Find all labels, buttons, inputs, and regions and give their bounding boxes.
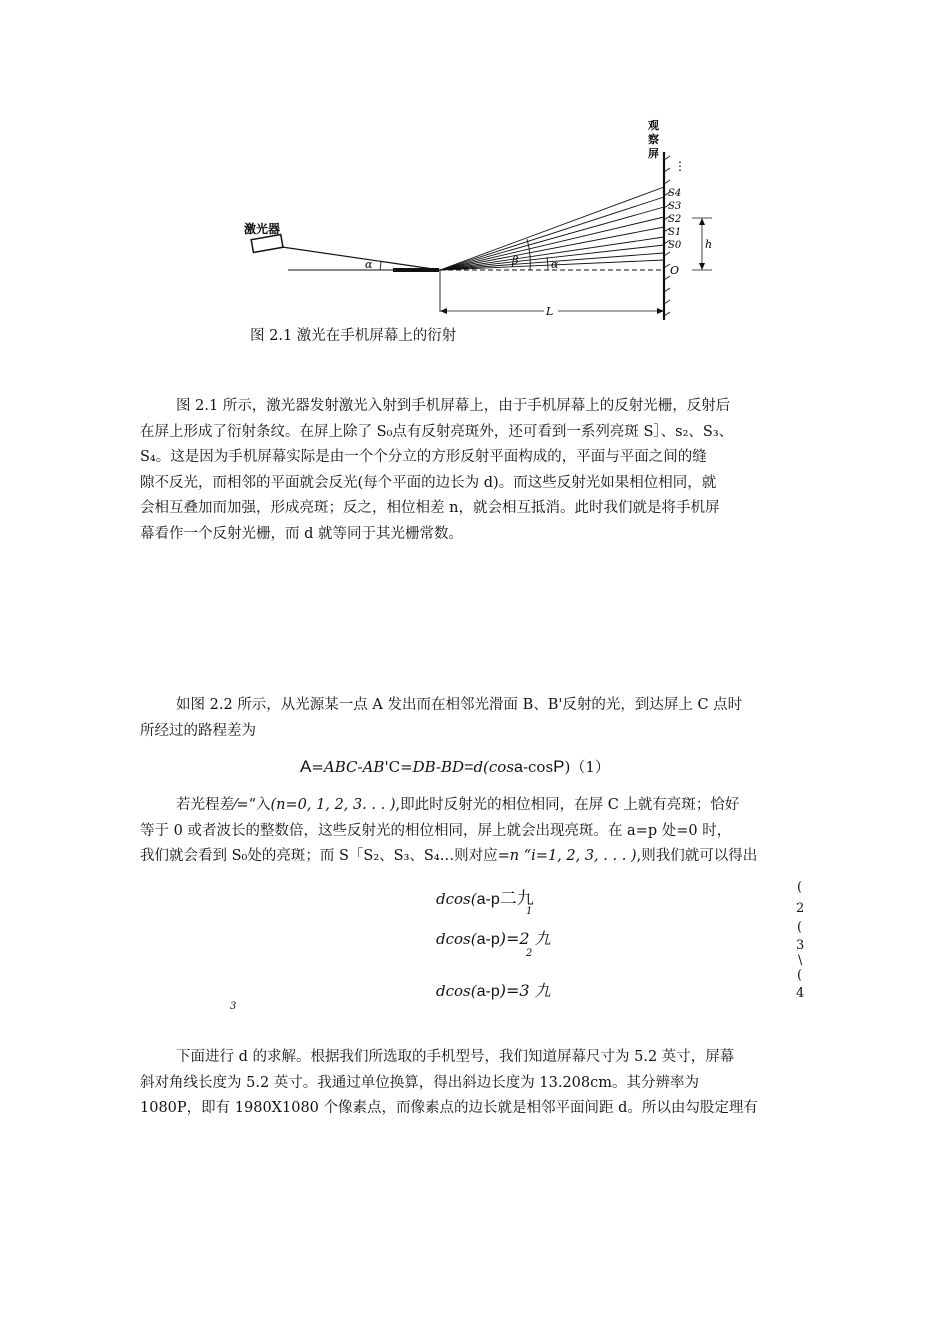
equation-4: [436, 978, 551, 1001]
eq4-rhs: )=3 九: [499, 981, 551, 1000]
formula1-c: ABC-AB': [323, 758, 389, 776]
para1-line-5: 会相互叠加而加强，形成亮斑；反之，相位相差 n，就会相互抵消。此时我们就是将手机屏: [140, 500, 720, 516]
diffraction-figure: [230, 112, 713, 324]
equation-3: [436, 926, 551, 949]
para3-line1-c: ,即此时反射光的相位相同，在屏 C 上就有亮斑；恰好: [395, 797, 740, 813]
para3-line1-a: 若光程差⁄=“入: [176, 797, 271, 813]
para4-line-1: 下面进行 d 的求解。根据我们所选取的手机型号，我们知道屏幕尺寸为 5.2 英寸，屏幕: [176, 1049, 735, 1065]
eq4-lhs: dcos(: [436, 982, 477, 1000]
eq4-mid: a-p: [476, 983, 500, 1000]
l-arrow-left: [440, 308, 447, 314]
screen-label-2: 察: [648, 133, 659, 146]
formula1-b: =: [311, 758, 324, 776]
eq-number-7: 4: [796, 986, 805, 1001]
para1-line-1: 图 2.1 所示，激光器发射激光入射到手机屏幕上，由于手机屏幕上的反射光栅，反射后: [176, 398, 731, 414]
para3-line3-a: 我们就会看到 S₀处的亮斑；而 S「S₂、S₃、S₄…则对应: [140, 848, 498, 864]
formula1-g: d(cos: [473, 758, 515, 776]
eq-number-1: (: [797, 880, 803, 895]
formula1-d: C=: [388, 758, 413, 776]
eq2-index: 1: [526, 906, 533, 917]
incident-beam: [282, 247, 440, 270]
laser-body: [251, 234, 283, 252]
para4-line-3: 1080P，即有 1980X1080 个像素点，而像素点的边长就是相邻平面间距 d。所以由勾股定理有: [140, 1100, 758, 1116]
eq-number-6: (: [797, 968, 803, 983]
h-arrow-bottom: [699, 263, 705, 270]
para1-line-4: 隙不反光，而相邻的平面就会反光(每个平面的边长为 d)。而这些反射光如果相位相同，就: [140, 474, 717, 491]
paragraph-1: [140, 394, 816, 547]
label-h: h: [705, 238, 713, 251]
screen-label-1: 观: [648, 119, 659, 132]
equation-2: [436, 884, 534, 909]
para1-line-3: S₄。这是因为手机屏幕实际是由一个个分立的方形反射平面构成的，平面与平面之间的缝: [140, 449, 707, 465]
para3-line3-d: ,则我们就可以得出: [636, 848, 758, 864]
label-alpha-reflect: α: [551, 258, 559, 271]
h-arrow-top: [699, 218, 705, 225]
eq2-rhs: 二九: [499, 889, 534, 909]
eq-number-5: \: [798, 953, 803, 968]
formula-path-difference: [300, 756, 610, 777]
formula1-k: )（1）: [564, 758, 610, 776]
label-beta: β: [512, 254, 519, 267]
formula1-h: a: [514, 759, 523, 776]
para1-line-6: 幕看作一个反射光栅，而 d 就等同于其光栅常数。: [140, 525, 463, 542]
screen-label-3: 屏: [648, 147, 659, 160]
eq-number-3: (: [797, 920, 803, 935]
label-s1: S1: [668, 227, 682, 238]
continuation-dots: ⋮: [674, 159, 686, 173]
eq-number-2: 2: [796, 901, 805, 916]
alpha-arc-incident: [380, 261, 381, 270]
eq3-mid: a-p: [476, 931, 500, 948]
eq4-index: 3: [230, 1001, 237, 1012]
eq-number-4: 3: [796, 938, 805, 953]
eq3-rhs: )=2 九: [499, 929, 551, 948]
para4-line-2: 斜对角线长度为 5.2 英寸。我通过单位换算，得出斜边长度为 13.208cm。其分辨率为: [140, 1074, 699, 1091]
label-l: L: [546, 305, 554, 318]
para3-line-1: [140, 793, 816, 819]
para3-line3-b: =n “: [497, 848, 532, 864]
phone-screen: [393, 268, 439, 272]
eq3-index: 2: [526, 948, 533, 959]
eq2-lhs: dcos(: [436, 890, 477, 908]
para3-line-3: [140, 844, 816, 870]
label-s2: S2: [668, 214, 682, 225]
formula1-i: -cos: [522, 758, 554, 776]
label-o: O: [670, 264, 680, 277]
formula1-j: P: [553, 757, 565, 776]
label-alpha-incident: α: [365, 258, 373, 271]
para3-line-2: 等于 0 或者波长的整数倍，这些反射光的相位相同，屏上就会出现亮斑。在 a=p 处=0 时，: [140, 822, 732, 839]
label-s4: S4: [668, 188, 682, 199]
label-s3: S3: [668, 201, 682, 212]
formula1-a: A: [300, 757, 312, 776]
beta-arc: [527, 239, 530, 270]
laser-label: 激光器: [244, 222, 281, 236]
label-s0: S0: [668, 240, 682, 251]
eq3-lhs: dcos(: [436, 930, 477, 948]
alpha-arc-reflect: [547, 257, 548, 270]
para1-line-2: 在屏上形成了衍射条纹。在屏上除了 S₀点有反射亮斑外，还可看到一系列亮斑 S］、s₂、S₃、: [140, 423, 734, 440]
eq2-mid: a-p: [476, 891, 500, 908]
para3-line3-c: i=1, 2, 3, . . . ): [531, 848, 637, 864]
para2-line-1: 如图 2.2 所示，从光源某一点 A 发出而在相邻光滑面 B、B'反射的光，到达屏上 C 点时: [176, 697, 743, 713]
paragraph-3: [140, 793, 816, 870]
paragraph-4: [140, 1045, 816, 1122]
para3-line1-b: (n=0, 1, 2, 3. . . ): [270, 797, 396, 813]
formula1-f: =: [464, 759, 474, 776]
figure-caption: 图 2.1 激光在手机屏幕上的衍射: [250, 328, 457, 344]
paragraph-2: [140, 693, 816, 744]
para2-line-2: 所经过的路程差为: [140, 722, 256, 739]
formula1-e: DB-BD: [412, 758, 465, 776]
